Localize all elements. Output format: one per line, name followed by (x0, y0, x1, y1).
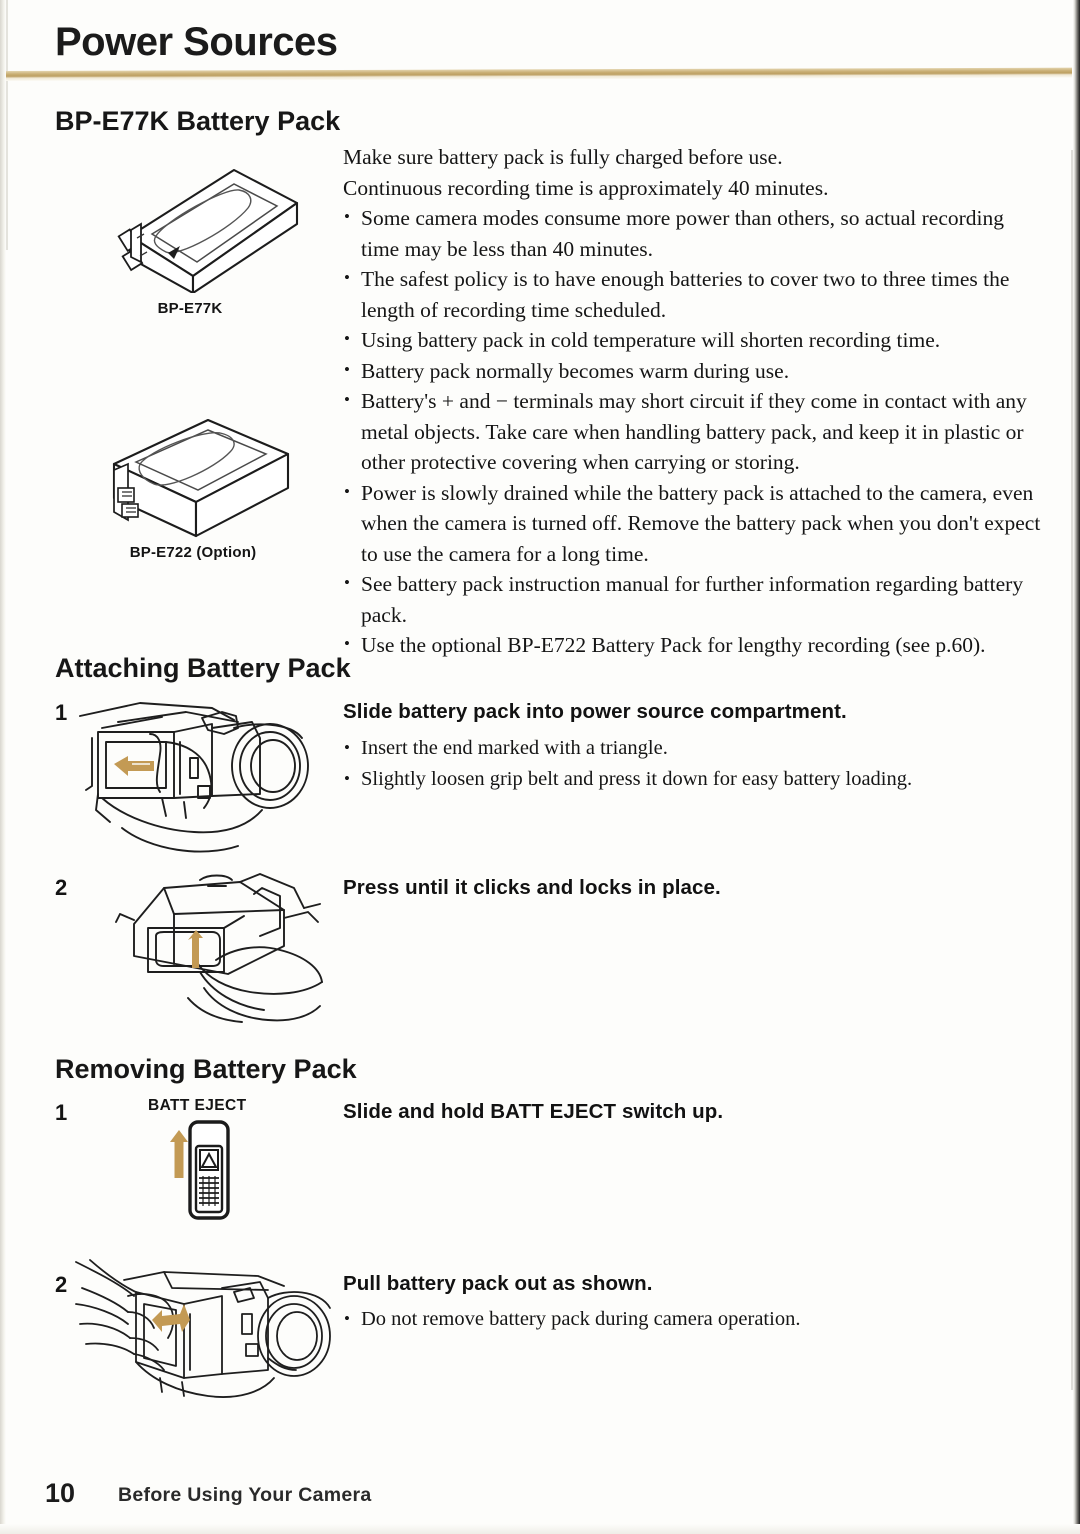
step-bullet-list (343, 1304, 1033, 1335)
page-title: Power Sources (55, 20, 338, 64)
figure-caption-bp-e722: BP-E722 (Option) (129, 544, 257, 561)
step-heading: Pull battery pack out as shown. (343, 1272, 653, 1295)
list-item: • Insert the end marked with a triangle. (343, 733, 1033, 764)
list-item: • Battery's + and − terminals may short circuit if they come in contact with any metal objects. Take care when handling battery pack, and keep it in plastic or other protective covering when carrying or storing. (343, 386, 1043, 478)
lead-line-2: Continuous recording time is approximately 40 minutes. (343, 175, 829, 200)
hand-pressing-battery-illustration (108, 868, 358, 1028)
step-heading: Slide and hold BATT EJECT switch up. (343, 1100, 724, 1123)
step-body (343, 733, 1033, 795)
scan-edge-right (1073, 0, 1080, 1534)
list-item: • Battery pack normally becomes warm during use. (343, 356, 1043, 387)
lead-line-1: Make sure battery pack is fully charged before use. (343, 145, 783, 169)
scan-edge-right-inner (1071, 150, 1073, 1390)
section-heading-battery-pack: BP-E77K Battery Pack (55, 106, 341, 136)
list-item: • See battery pack instruction manual for further information regarding battery pack. (343, 569, 1043, 630)
list-item: • Slightly loosen grip belt and press it down for easy battery loading. (343, 764, 1033, 795)
step-body (343, 1304, 1033, 1335)
list-item: • Do not remove battery pack during camera operation. (343, 1304, 1033, 1335)
switch-label-batt-eject: BATT EJECT (148, 1097, 247, 1114)
battery-pack-option-illustration (92, 412, 312, 542)
step-number: 2 (55, 875, 68, 900)
section-heading-removing: Removing Battery Pack (55, 1054, 357, 1084)
scan-edge-left-inner (6, 0, 8, 250)
list-item: • Using battery pack in cold temperature will shorten recording time. (343, 325, 1043, 356)
figure-caption-bp-e77k: BP-E77K (157, 300, 223, 317)
camcorder-battery-removal-illustration (72, 1258, 342, 1408)
step-bullet-list (343, 733, 1033, 795)
list-item: • Some camera modes consume more power than others, so actual recording time may be less than 40 minutes. (343, 203, 1043, 264)
list-item: • The safest policy is to have enough batteries to cover two to three times the length of recording time scheduled. (343, 264, 1043, 325)
battery-pack-copy (343, 142, 1043, 661)
step-heading: Slide battery pack into power source compartment. (343, 700, 847, 723)
step-number: 1 (55, 1100, 68, 1125)
list-item: • Use the optional BP-E722 Battery Pack for lengthy recording (see p.60). (343, 630, 1043, 661)
step-number: 1 (55, 700, 68, 725)
section-heading-attaching: Attaching Battery Pack (55, 653, 351, 683)
battery-pack-illustration (82, 158, 312, 293)
batt-eject-switch-illustration (150, 1118, 260, 1228)
battery-pack-bullet-list (343, 203, 1043, 661)
step-number: 2 (55, 1272, 68, 1297)
page-number: 10 (45, 1478, 76, 1508)
footer-section-title: Before Using Your Camera (118, 1484, 372, 1506)
list-item: • Power is slowly drained while the battery pack is attached to the camera, even when the camera is turned off. Remove the battery pack when you don't expect to use the camera for a long time. (343, 478, 1043, 570)
scan-edge-bottom (0, 1524, 1080, 1534)
camcorder-side-illustration (62, 698, 327, 866)
step-heading: Press until it clicks and locks in place. (343, 876, 721, 899)
